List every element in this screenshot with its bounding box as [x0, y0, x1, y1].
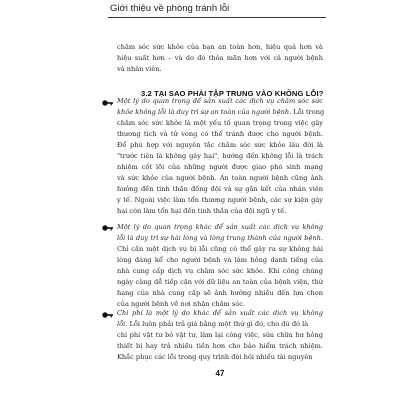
text-line: lòng đáng kể cho người bệnh và làm hỏng danh tiếng của [117, 256, 323, 265]
text-line: của người bệnh về nơi nhận chăm sóc. [117, 300, 245, 309]
text-line: hiệu suất hơn – và do đó thỏa mãn hơn với cả người bệnh [117, 54, 323, 63]
text-line: chi phí vật tư bỏ vật tư, làm lại công việc, sửa chữa hư hỏng [117, 331, 323, 340]
text-line: nhà cung cấp dịch vụ chăm sóc sức khỏe. Khi công chúng [117, 267, 323, 276]
text-line: chăm sóc sức khỏe là một yếu tố quan trọng trong việc gây [117, 119, 323, 128]
text-line: và nhân viên. [117, 65, 162, 74]
key-bullet-icon [102, 225, 113, 231]
key-bullet-icon [102, 100, 113, 106]
emphasis-text: khỏe không lỗi là duy trì sự an toàn của người bệnh. [117, 108, 292, 117]
text-line: y tế. Ngoài việc làm tổn thương người bệnh, các sự kiện gây [117, 196, 323, 205]
text-line: Chỉ cần một dịch vụ bị lỗi cũng có thể gây ra sự không hài [117, 245, 323, 254]
text-line: hại còn làm tổn hại đến tinh thần của đội ngũ y tế. [117, 207, 287, 216]
text-line: Một lý do quan trọng để sản xuất các dịch vụ chăm sóc sức [117, 97, 323, 105]
page-number: 47 [215, 369, 225, 378]
text-fragment: Lỗi luôn phải trả giá bằng một thứ gì đó, cho dù đó là [127, 320, 309, 329]
text-line: chăm sóc sức khỏe của bạn an toàn hơn, hiệu quả hơn và [117, 43, 323, 51]
text-line: thương tích và tử vong có thể tránh được cho người bệnh. [117, 130, 323, 139]
running-head: Giới thiệu về phòng tránh lỗi [110, 3, 230, 14]
text-line: thiết bị hay trả nhiều tiền hơn cho bảo hiểm trách nhiệm. [117, 342, 323, 351]
text-line: Chi phí là một lý do khác để sản xuất các dịch vụ không [117, 309, 323, 317]
text-line: và sức khỏe của người bệnh. An toàn người bệnh cũng ảnh [117, 174, 323, 183]
header-rule [108, 17, 326, 18]
emphasis-text: lỗi. [117, 320, 128, 329]
paragraph-cost [117, 308, 323, 363]
key-bullet-icon [102, 312, 113, 318]
text-fragment: Lỗi trong [291, 108, 325, 117]
text-line: nhiệm cốt lõi của những người được giao phó sinh mạng [117, 163, 323, 172]
text-line: Để phù hợp với nguyên tắc chăm sóc sức khỏe lâu đời là [117, 141, 323, 150]
paragraph-satisfaction [117, 222, 323, 310]
text-line: ngày càng dễ tiếp cận với dữ liệu an toàn của bệnh viện, thứ [117, 278, 323, 287]
paragraph-safety [117, 96, 323, 218]
text-line: hưởng đến tinh thần đồng đội và sự gắn kết của nhân viên [117, 185, 323, 194]
text-line: lỗi là duy trì sự hài lòng và lòng trung thành của người bệnh. [117, 234, 323, 243]
text-line: Khắc phục các lỗi trong quy trình đòi hỏi nhiều tài nguyên [117, 353, 313, 362]
text-line: "trước tiên là không gây hại", hướng đến không lỗi là trách [117, 152, 323, 161]
text-line: Một lý do quan trọng khác để sản xuất các dịch vụ không [117, 223, 323, 231]
text-line: hạng của nhà cung cấp sẽ ảnh hưởng nhiều đến lựa chọn [117, 289, 323, 298]
intro-paragraph [117, 42, 323, 75]
section-heading: 3.2 TẠI SAO PHẢI TẬP TRUNG VÀO KHÔNG LỖI? [141, 89, 324, 98]
